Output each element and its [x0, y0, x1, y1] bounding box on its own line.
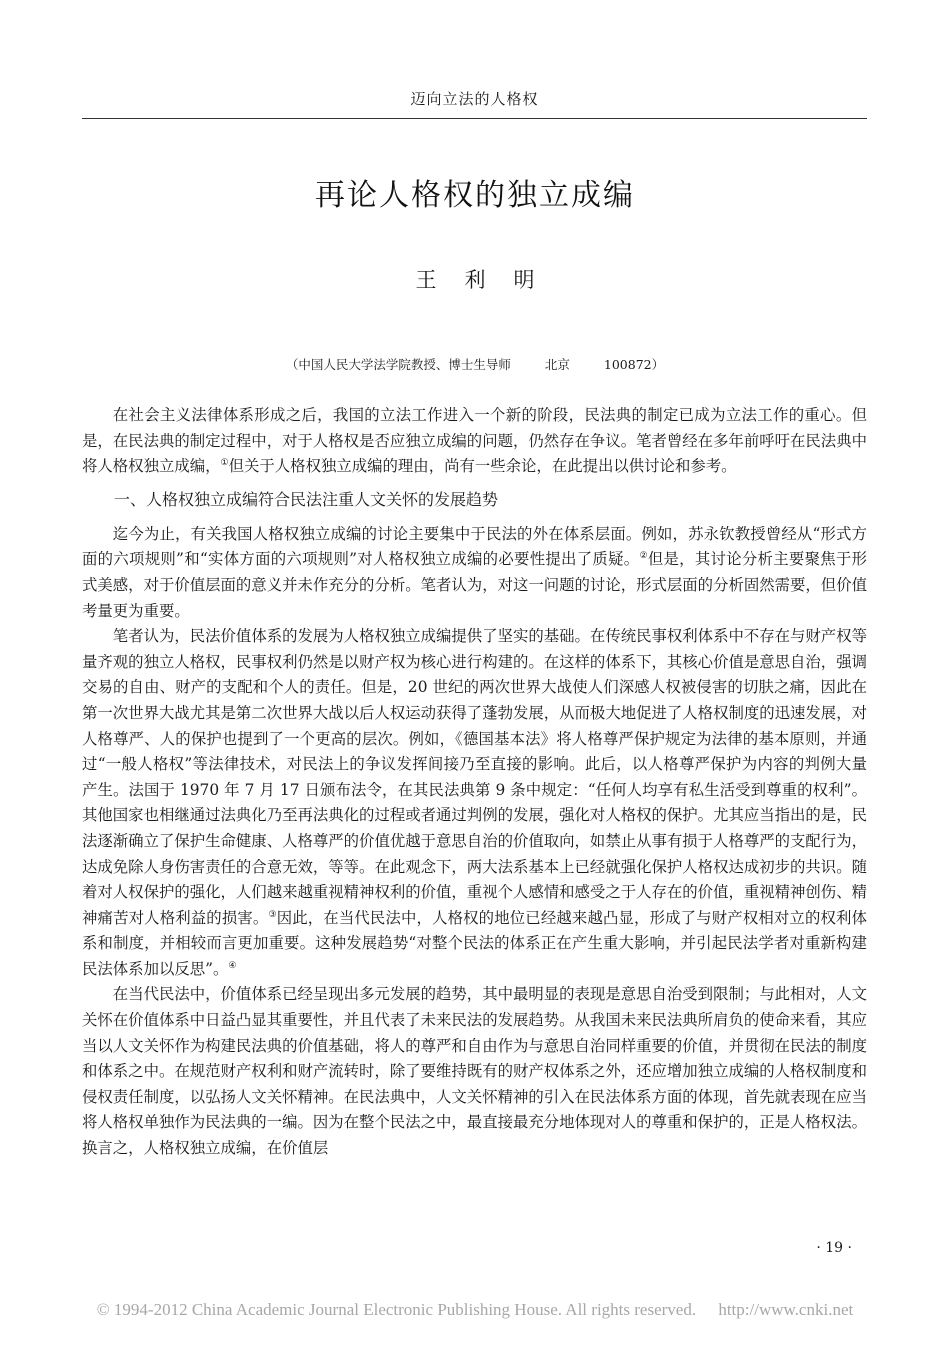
affiliation-text: （中国人民大学法学院教授、博士生导师: [285, 357, 511, 372]
copyright-text: © 1994-2012 China Academic Journal Electronic Publishing House. All rights reserved.: [96, 1300, 697, 1319]
paragraph-text: 在当代民法中，价值体系已经呈现出多元发展的趋势，其中最明显的表现是意思自治受到限制；与此相对，人文关怀在价值体系中日益凸显其重要性，并且代表了未来民法的发展趋势。从我国未来民法典所肩负的使命来看，其应当以人文关怀作为构建民法典的价值基础，将人的尊严和自由作为与意思自治同样重要的价值，并贯彻在民法的制度和体系之中。在规范财产权利和财产流转时，除了要维持既有的财产权体系之外，还应增加独立成编的人格权制度和侵权责任制度，以弘扬人文关怀精神。在民法典中，人文关怀精神的引入在民法体系方面的体现，首先就表现在应当将人格权单独作为民法典的一编。因为在整个民法之中，最直接最充分地体现对人的尊重和保护的，正是人格权法。换言之，人格权独立成编，在价值层: [82, 985, 867, 1158]
footnote-marker-3: ③: [268, 909, 277, 920]
article-body: [82, 403, 867, 1162]
affiliation-postcode: 100872）: [603, 357, 665, 372]
footnote-marker-2: ②: [639, 551, 648, 562]
affiliation: [0, 355, 950, 373]
paragraph-text: 笔者认为，民法价值体系的发展为人格权独立成编提供了坚实的基础。在传统民事权利体系中不存在与财产权等量齐观的独立人格权，民事权利仍然是以财产权为核心进行构建的。在这样的体系下，其核心价值是意思自治，强调交易的自由、财产的支配和个人的责任。但是，20 世纪的两次世界大战使人们深感人权被侵害的切肤之痛，因此在第一次世界大战尤其是第二次世界大战以后人权运动获得了蓬勃发展，从而极大地促进了人格权制度的迅速发展，对人格尊严、人的保护也提到了一个更高的层次。例如，《德国基本法》将人格尊严保护规定为法律的基本原则，并通过“一般人格权”等法律技术，对民法上的争议发挥间接乃至直接的影响。此后，以人格尊严保护为内容的判例大量产生。法国于 1970 年 7 月 17 日颁布法令，在其民法典第 9 条中规定：“任何人均享有私生活受到尊重的权利”。其他国家也相继通过法典化乃至再法典化的过程或者通过判例的发展，强化对人格权的保护。尤其应当指出的是，民法逐渐确立了保护生命健康、人格尊严的价值优越于意思自治的价值取向，如禁止从事有损于人格尊严的支配行为，达成免除人身伤害责任的合意无效，等等。在此观念下，两大法系基本上已经就强化保护人格权达成初步的共识。随着对人权保护的强化，人们越来越重视精神权利的价值，重视个人感情和感受之于人存在的价值，重视精神创伤、精神痛苦对人格利益的损害。: [82, 627, 867, 927]
paragraph-text: 因此，在当代民法中，人格权的地位已经越来越凸显，形成了与财产权相对立的权利体系和制度，并相较而言更加重要。这种发展趋势“对整个民法的体系正在产生重大影响，并引起民法学者对重新构建民法体系加以反思”。: [82, 908, 867, 978]
paragraph-2: [82, 522, 867, 624]
paragraph-1: [82, 403, 867, 480]
copyright-footer: [0, 1300, 950, 1320]
paragraph-text: 迄今为止，有关我国人格权独立成编的讨论主要集中于民法的外在体系层面。例如，苏永钦教授曾经从“形式方面的六项规则”和“实体方面的六项规则”对人格权独立成编的必要性提出了质疑。: [82, 524, 867, 569]
paragraph-4: [82, 982, 867, 1161]
paragraph-text: 在社会主义法律体系形成之后，我国的立法工作进入一个新的阶段，民法典的制定已成为立法工作的重心。但是，在民法典的制定过程中，对于人格权是否应独立成编的问题，仍然存在争议。笔者曾经在多年前呼吁在民法典中将人格权独立成编，: [82, 406, 867, 476]
paragraph-3: [82, 624, 867, 982]
paragraph-text: 但关于人格权独立成编的理由，尚有一些余论，在此提出以供讨论和参考。: [228, 457, 737, 476]
affiliation-city: 北京: [544, 357, 570, 372]
running-header: [82, 88, 867, 119]
footnote-marker-1: ①: [220, 458, 229, 469]
article-title: 再论人格权的独立成编: [315, 178, 635, 213]
paragraph-text: 但是，其讨论分析主要聚焦于形式美感，对于价值层面的意义并未作充分的分析。笔者认为，对这一问题的讨论，形式层面的分析固然需要，但价值考量更为重要。: [82, 550, 867, 620]
running-title: 迈向立法的人格权: [410, 90, 539, 108]
footer-url: http://www.cnki.net: [718, 1300, 854, 1319]
section-heading-1: 一、人格权独立成编符合民法注重人文关怀的发展趋势: [114, 489, 499, 509]
footnote-marker-4: ④: [228, 960, 237, 971]
author-name: 王利明: [415, 268, 563, 292]
page-number: · 19 ·: [816, 1240, 852, 1256]
